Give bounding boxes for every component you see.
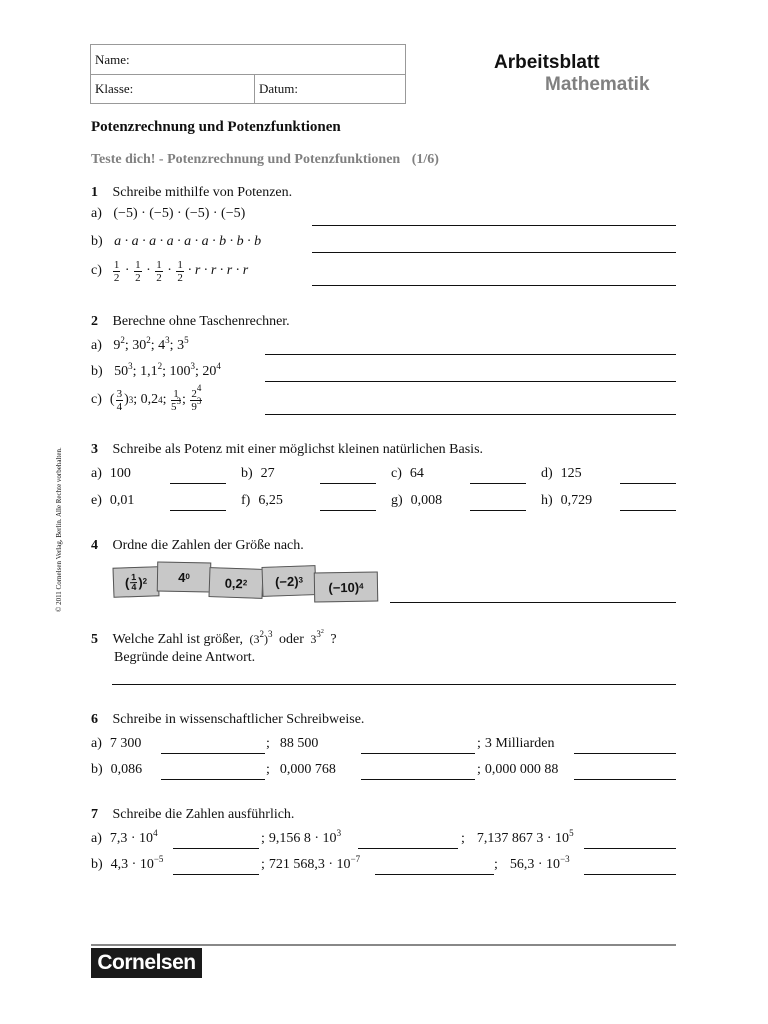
task7-a-1-answer-line[interactable] [173,848,259,849]
task3-item-c: c) 64 [391,466,424,481]
task7-b-2: ; 721 $568,3 \cdot 10^{-7}$ [261,854,361,872]
task6-a-1: a) 7 300 [91,736,142,751]
task5-answer-line[interactable] [112,684,676,685]
task3-item-f: f) 6,25 [241,493,283,508]
task2-a-answer-line[interactable] [265,354,676,355]
task2-b: b) $50^3$; $1,1^2$; $100^3$; $20^4$ [91,361,221,379]
task6-number: 6 [91,712,98,727]
task2-number: 2 [91,314,98,329]
sheet-title: Arbeitsblatt [494,52,600,73]
task1-a-expr: (−5) · (−5) · (−5) · (−5) [113,206,246,221]
task6-a-3: ; 3 Milliarden [477,736,555,751]
task3-h-answer-line[interactable] [620,510,676,511]
task7-b-1-answer-line[interactable] [173,874,259,875]
name-field[interactable] [91,45,405,75]
task7-heading [91,807,294,823]
task3-e-answer-line[interactable] [170,510,226,511]
number-card-2[interactable]: 4 0 [157,562,212,593]
task1-a-label: a) [91,206,102,221]
task7-b-3-answer-line[interactable] [584,874,676,875]
task2-c: c) ( $\frac{3}{4}$ ) 3 ; 0,2 4 ; $\frac{1}{5^3}$ ; $\frac{2^4}{9^3}$ [91,382,202,413]
task2-c-frac3: $\frac{1}{5^3}$ [171,387,182,413]
task7-b-1: b) $4,3 \cdot 10^{-5}$ [91,854,164,872]
task1-c-frac1: $\frac{1}{2}$ [113,258,120,284]
task3-f-answer-line[interactable] [320,510,376,511]
task6-heading [91,712,364,728]
name-label: Name: [95,52,130,67]
task3-item-d: d) 125 [541,466,582,481]
task1-instruction: Schreibe mithilfe von Potenzen. [112,185,293,200]
task7-b-2-answer-line[interactable] [375,874,494,875]
task3-c-answer-line[interactable] [470,483,526,484]
task1-a-answer-line[interactable] [312,225,676,226]
task6-b-3-answer-line[interactable] [574,779,676,780]
number-card-1[interactable]: ( $\frac{1}{4}$ ) 2 [112,566,159,598]
number-card-4[interactable]: (−2) 3 [261,565,316,597]
task6-a-3-answer-line[interactable] [574,753,676,754]
task1-c-label: c) [91,263,102,278]
publisher-logo-text: Cornelsen [97,951,196,974]
task1-c: c) $\frac{1}{2}$ · $\frac{1}{2}$ · $\frac{1}{2}$ · $\frac{1}{2}$ · r · r · r · r [91,258,249,284]
task1-b-answer-line[interactable] [312,252,676,253]
task2-heading [91,314,290,330]
page-indicator: (1/6) [411,152,439,167]
task2-instruction: Berechne ohne Taschenrechner. [112,314,290,329]
task3-item-e: e) 0,01 [91,493,135,508]
task3-item-a: a) 100 [91,466,131,481]
task5-number: 5 [91,632,98,647]
task6-b-3: ; 0,000 000 88 [477,762,559,777]
task3-heading [91,442,483,458]
date-label: Datum: [259,81,298,96]
task5-expr2: $3^{3^2}$ [310,629,324,646]
task4-number: 4 [91,538,98,553]
task3-g-answer-line[interactable] [470,510,526,511]
header-table [90,44,406,104]
task4-heading [91,538,304,554]
task2-a: a) $9^2$; $30^2$; $4^3$; $3^5$ [91,335,189,353]
task1-c-frac2: $\frac{1}{2}$ [135,258,141,284]
task3-a-answer-line[interactable] [170,483,226,484]
task1-c-frac4: $\frac{1}{2}$ [177,258,183,284]
task7-a-2: ; 9,156 $8 \cdot 10^3$ [261,828,342,846]
task7-instruction: Schreibe die Zahlen ausführlich. [112,807,295,822]
task3-item-g: g) 0,008 [391,493,443,508]
task3-b-answer-line[interactable] [320,483,376,484]
task7-a-3-answer-line[interactable] [584,848,676,849]
number-card-5[interactable]: (−10) 4 [314,571,379,602]
task6-b-1-answer-line[interactable] [161,779,265,780]
task6-a-1-answer-line[interactable] [161,753,265,754]
task3-number: 3 [91,442,98,457]
page-subtitle [91,152,439,168]
task4-answer-line[interactable] [390,602,676,603]
task5-qmark: ? [330,632,337,647]
task1-b-label: b) [91,234,103,249]
task6-b-2: ; 0,000 768 [266,762,336,777]
task6-b-2-answer-line[interactable] [361,779,475,780]
task7-a-3: ; 7,137 867 $3 \cdot 10^5$ [461,828,574,846]
task5-heading [91,629,337,648]
task1-a [91,206,245,222]
task1-heading [91,185,292,201]
class-label: Klasse: [95,81,134,96]
task3-instruction: Schreibe als Potenz mit einer möglichst kleinen natürlichen Basis. [112,442,484,457]
task7-number: 7 [91,807,98,822]
task6-a-2: ; 88 500 [266,736,319,751]
task2-c-frac4: $\frac{2^4}{9^3}$ [191,382,202,413]
subtitle-text: Teste dich! - Potenzrechnung und Potenzfunktionen [91,152,401,167]
task2-c-answer-line[interactable] [265,414,676,415]
number-card-3[interactable]: 0,2 2 [208,567,263,599]
page-title: Potenzrechnung und Potenzfunktionen [91,119,341,135]
task7-a-1: a) $7,3 \cdot 10^4$ [91,828,158,846]
task1-b-expr: a · a · a · a · a · a · b · b · b [114,234,262,249]
task5-or: oder [278,632,304,647]
task2-c-frac1: $\frac{3}{4}$ [116,387,123,413]
task1-c-answer-line[interactable] [312,285,676,286]
task3-d-answer-line[interactable] [620,483,676,484]
task5-instruction: Welche Zahl ist größer, [112,632,243,647]
footer-rule [91,944,676,946]
task1-number: 1 [91,185,98,200]
task5-line2: Begründe deine Antwort. [114,650,256,665]
copyright-note: © 2011 Cornelsen Verlag, Berlin. Alle Rechte vorbehalten. [55,447,63,612]
task6-a-2-answer-line[interactable] [361,753,475,754]
task7-b-3: ; $56,3 \cdot 10^{-3}$ [494,854,570,872]
class-field[interactable] [91,74,255,103]
task1-c-tail: · r · r · r · r [187,263,249,278]
publisher-logo [91,948,202,978]
task1-b [91,234,261,250]
task7-a-2-answer-line[interactable] [358,848,458,849]
date-field[interactable] [255,74,405,103]
task2-b-answer-line[interactable] [265,381,676,382]
task1-c-frac3: $\frac{1}{2}$ [156,258,162,284]
task3-item-h: h) 0,729 [541,493,593,508]
task6-b-1: b) 0,086 [91,762,143,777]
task4-instruction: Ordne die Zahlen der Größe nach. [112,538,304,553]
task3-item-b: b) 27 [241,466,275,481]
task6-instruction: Schreibe in wissenschaftlicher Schreibweise. [112,712,365,727]
task5-expr1: $(3^2)^3$ [249,629,273,646]
sheet-subject: Mathematik [545,74,650,95]
